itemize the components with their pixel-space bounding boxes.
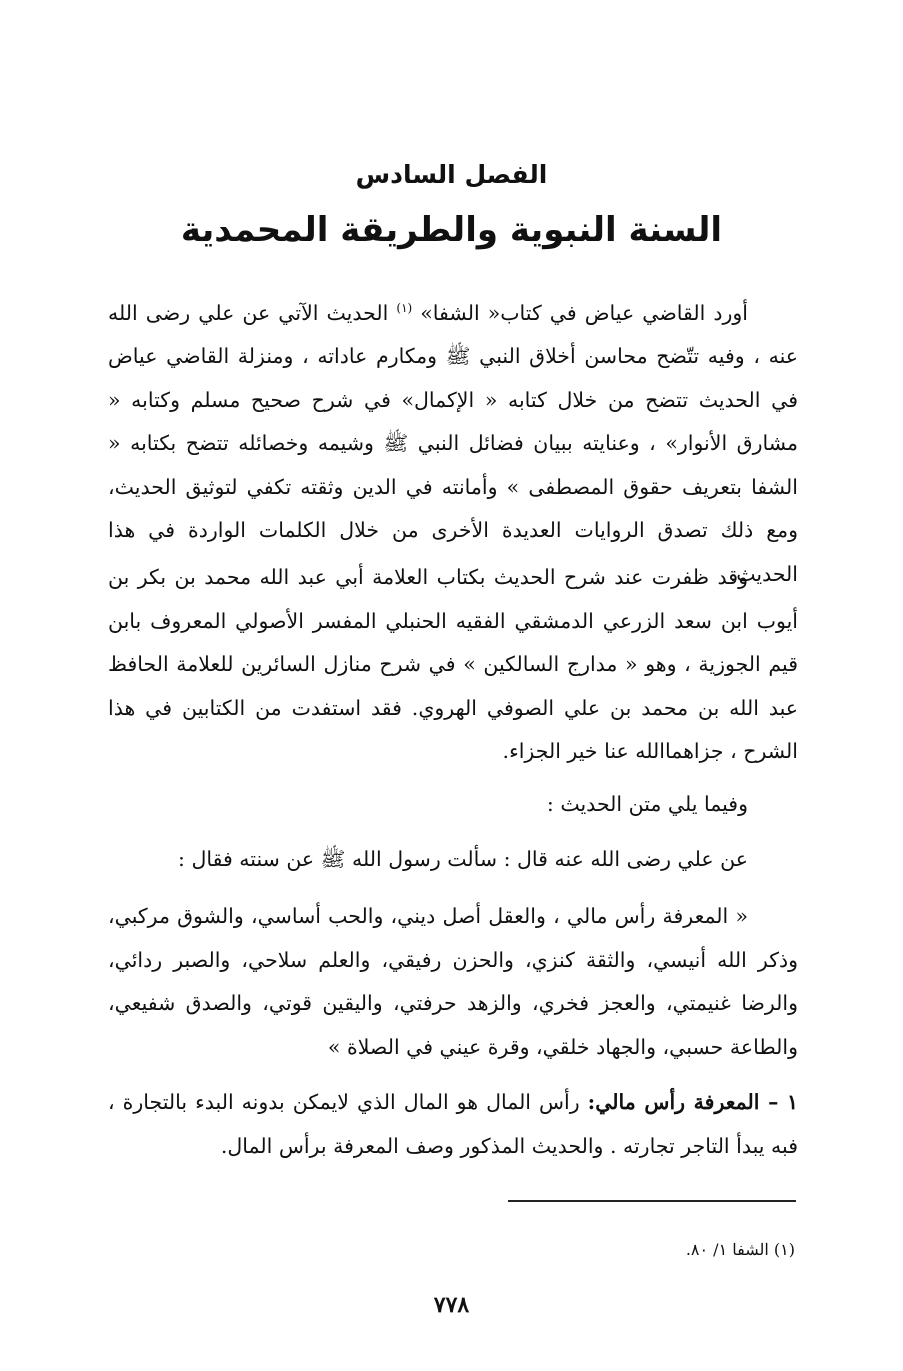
hadith-paragraph (108, 895, 798, 1069)
narration-text: عن علي رضى الله عنه قال : سألت رسول الله ﷺ عن سنته فقال : (178, 847, 748, 871)
page-number: ٧٧٨ (433, 1292, 470, 1318)
intro-paragraph (108, 287, 798, 596)
footnote: (١) الشفا ١/ ٨٠. (685, 1240, 795, 1259)
footnote-marker: (١) (396, 301, 413, 315)
chapter-heading: الفصل السادس (355, 160, 548, 189)
hadith-intro-text: وفيما يلي متن الحديث : (546, 792, 748, 816)
narration-line (108, 838, 798, 882)
point-one-text: رأس المال هو المال الذي لايمكن بدونه البدء بالتجارة ، فبه يبدأ التاجر تجارته . والحديث المذكور وصف المعرفة برأس المال. (108, 1090, 798, 1158)
chapter-title: السنة النبوية والطريقة المحمدية (180, 210, 723, 250)
source-paragraph (108, 556, 798, 774)
intro-text-end: الحديث الآتي عن علي رضى الله عنه ، وفيه تتّضح محاسن أخلاق النبي ﷺ ومكارم عاداته ، ومنزلة القاضي عياض في الحديث تتضح من خلال كتابه « الإكمال» في شرح صحيح مسلم وكتابه « مشارق الأنوار» ، وعنايته ببيان فضائل النبي ﷺ وشيمه وخصائله تتضح بكتابه « الشفا بتعريف حقوق المصطفى » وأمانته في الدين وثقته تكفي لتوثيق الحديث، ومع ذلك تصدق الروايات العديدة الأخرى من خلال الكلمات الواردة في هذا الحديث. (108, 300, 798, 586)
hadith-intro-line (108, 783, 798, 827)
footnote-divider (508, 1200, 796, 1202)
source-text: وقد ظفرت عند شرح الحديث بكتاب العلامة أبي عبد الله محمد بن بكر بن أيوب ابن سعد الزرعي الدمشقي الفقيه الحنبلي المفسر الأصولي المعروف بابن قيم الجوزية ، وهو « مدارج السالكين » في شرح منازل السائرين للعلامة الحافظ عبد الله بن محمد بن علي الصوفي الهروي. فقد استفدت من الكتابين في هذا الشرح ، جزاهماالله عنا خير الجزاء. (108, 565, 798, 763)
hadith-text: « المعرفة رأس مالي ، والعقل أصل ديني، والحب أساسي، والشوق مركبي، وذكر الله أنيسي، والثقة كنزي، والحزن رفيقي، والعلم سلاحي، والصبر ردائي، والرضا غنيمتي، والعجز فخري، والزهد حرفتي، واليقين قوتي، والصدق شفيعي، والطاعة حسبي، والجهاد خلقي، وقرة عيني في الصلاة » (108, 904, 798, 1059)
intro-text-start: أورد القاضي عياض في كتاب« الشفا» (412, 300, 748, 325)
point-one-heading: ١ – المعرفة رأس مالي: (587, 1090, 798, 1114)
point-one-paragraph (108, 1081, 798, 1168)
